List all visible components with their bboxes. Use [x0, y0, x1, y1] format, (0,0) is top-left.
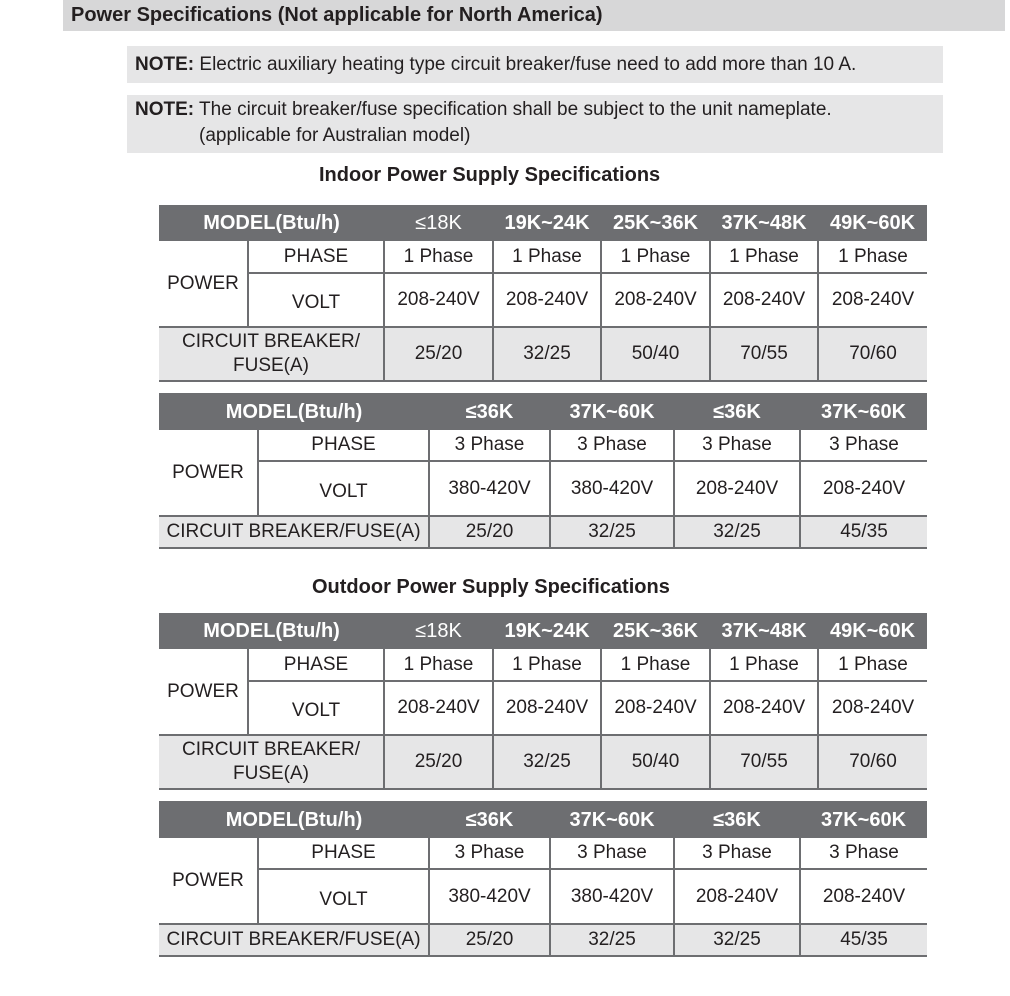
- phase-cell: 1 Phase: [493, 241, 601, 273]
- phase-cell: 1 Phase: [493, 649, 601, 681]
- volt-cell: 380-420V: [429, 869, 550, 924]
- cb-cell: 32/25: [674, 924, 800, 956]
- phase-cell: 3 Phase: [550, 838, 674, 869]
- power-label: POWER: [167, 272, 239, 294]
- model-cell: ≤36K: [429, 393, 550, 430]
- model-label: MODEL(Btu/h): [159, 613, 384, 649]
- outdoor-single-phase-table: [159, 613, 927, 790]
- volt-cell: 208-240V: [818, 273, 927, 327]
- volt-cell: 208-240V: [818, 681, 927, 735]
- cb-label-line2: FUSE(A): [233, 355, 309, 376]
- volt-cell: 208-240V: [601, 681, 710, 735]
- model-cell: ≤18K: [384, 205, 493, 241]
- phase-cell: 3 Phase: [674, 838, 800, 869]
- model-label: MODEL(Btu/h): [159, 801, 429, 838]
- cb-row: [159, 327, 927, 381]
- cb-cell: 70/60: [818, 735, 927, 789]
- note-text: Electric auxiliary heating type circuit breaker/fuse need to add more than 10 A.: [199, 54, 857, 75]
- model-cell: ≤36K: [429, 801, 550, 838]
- cb-row: [159, 735, 927, 789]
- cb-cell: 45/35: [800, 924, 927, 956]
- note-box-2: [127, 95, 943, 153]
- note-text: The circuit breaker/fuse specification shall be subject to the unit nameplate.: [199, 99, 832, 120]
- model-cell: ≤18K: [384, 613, 493, 649]
- phase-cell: 3 Phase: [800, 838, 927, 869]
- cb-cell: 50/40: [601, 327, 710, 381]
- volt-cell: 208-240V: [674, 461, 800, 516]
- model-cell: ≤36K: [674, 801, 800, 838]
- section-header: Power Specifications (Not applicable for North America): [63, 0, 1005, 31]
- phase-cell: 3 Phase: [800, 430, 927, 461]
- phase-label: PHASE: [258, 838, 429, 869]
- phase-cell: 1 Phase: [818, 649, 927, 681]
- phase-cell: 1 Phase: [384, 649, 493, 681]
- cb-cell: 32/25: [674, 516, 800, 548]
- volt-cell: 208-240V: [674, 869, 800, 924]
- cb-label-line2: FUSE(A): [233, 763, 309, 784]
- phase-cell: 1 Phase: [601, 649, 710, 681]
- model-cell: 37K~60K: [800, 393, 927, 430]
- volt-cell: 380-420V: [550, 461, 674, 516]
- cb-row: [159, 924, 927, 956]
- volt-label: VOLT: [248, 273, 384, 327]
- model-row: [159, 205, 927, 241]
- cb-cell: 45/35: [800, 516, 927, 548]
- note-label: NOTE:: [135, 99, 195, 120]
- phase-cell: 3 Phase: [429, 838, 550, 869]
- cb-label-line1: CIRCUIT BREAKER/: [181, 739, 361, 760]
- volt-label: VOLT: [258, 869, 429, 924]
- cb-cell: 25/20: [429, 924, 550, 956]
- cb-cell: 32/25: [493, 735, 601, 789]
- cb-label-line1: CIRCUIT BREAKER/: [181, 331, 361, 352]
- cb-cell: 70/55: [710, 735, 818, 789]
- model-cell: 37K~60K: [800, 801, 927, 838]
- cb-cell: 50/40: [601, 735, 710, 789]
- model-label: MODEL(Btu/h): [159, 205, 384, 241]
- power-label: POWER: [172, 461, 244, 483]
- power-label: POWER: [167, 680, 239, 702]
- phase-label: PHASE: [248, 649, 384, 681]
- cb-cell: 32/25: [493, 327, 601, 381]
- indoor-three-phase-table: [159, 393, 927, 549]
- note-label: NOTE:: [135, 54, 195, 75]
- outdoor-three-phase-table: [159, 801, 927, 957]
- phase-label: PHASE: [248, 241, 384, 273]
- cb-cell: 70/60: [818, 327, 927, 381]
- cb-cell: 25/20: [384, 327, 493, 381]
- volt-cell: 208-240V: [384, 681, 493, 735]
- model-cell: 49K~60K: [818, 205, 927, 241]
- phase-cell: 3 Phase: [674, 430, 800, 461]
- volt-cell: 208-240V: [710, 273, 818, 327]
- indoor-single-phase-table: [159, 205, 927, 382]
- cb-cell: 25/20: [429, 516, 550, 548]
- volt-label: VOLT: [258, 461, 429, 516]
- phase-cell: 1 Phase: [710, 649, 818, 681]
- model-cell: 37K~48K: [710, 205, 818, 241]
- volt-cell: 380-420V: [429, 461, 550, 516]
- power-label: POWER: [172, 869, 244, 891]
- model-cell: 37K~60K: [550, 801, 674, 838]
- volt-cell: 208-240V: [493, 273, 601, 327]
- model-row: [159, 393, 927, 430]
- volt-cell: 208-240V: [384, 273, 493, 327]
- model-cell: 25K~36K: [601, 613, 710, 649]
- volt-cell: 380-420V: [550, 869, 674, 924]
- phase-cell: 1 Phase: [818, 241, 927, 273]
- cb-label: [159, 735, 384, 789]
- cb-cell: 32/25: [550, 924, 674, 956]
- phase-cell: 3 Phase: [550, 430, 674, 461]
- phase-cell: 1 Phase: [710, 241, 818, 273]
- indoor-title: Indoor Power Supply Specifications: [319, 164, 661, 186]
- model-cell: 19K~24K: [493, 205, 601, 241]
- model-cell: 19K~24K: [493, 613, 601, 649]
- model-cell: ≤36K: [674, 393, 800, 430]
- volt-cell: 208-240V: [493, 681, 601, 735]
- cb-label: CIRCUIT BREAKER/FUSE(A): [159, 924, 429, 956]
- model-cell: 25K~36K: [601, 205, 710, 241]
- volt-cell: 208-240V: [800, 461, 927, 516]
- phase-cell: 1 Phase: [601, 241, 710, 273]
- model-cell: 37K~60K: [550, 393, 674, 430]
- cb-cell: 70/55: [710, 327, 818, 381]
- cb-cell: 32/25: [550, 516, 674, 548]
- cb-label: [159, 327, 384, 381]
- model-row: [159, 801, 927, 838]
- cb-row: [159, 516, 927, 548]
- cb-cell: 25/20: [384, 735, 493, 789]
- phase-cell: 1 Phase: [384, 241, 493, 273]
- model-cell: 37K~48K: [710, 613, 818, 649]
- volt-cell: 208-240V: [601, 273, 710, 327]
- phase-label: PHASE: [258, 430, 429, 461]
- phase-cell: 3 Phase: [429, 430, 550, 461]
- model-cell: 49K~60K: [818, 613, 927, 649]
- outdoor-title: Outdoor Power Supply Specifications: [312, 576, 670, 598]
- note-box-1: [127, 46, 943, 83]
- volt-cell: 208-240V: [710, 681, 818, 735]
- model-label: MODEL(Btu/h): [159, 393, 429, 430]
- volt-label: VOLT: [248, 681, 384, 735]
- note-text-line2: (applicable for Australian model): [199, 125, 471, 146]
- cb-label: CIRCUIT BREAKER/FUSE(A): [159, 516, 429, 548]
- model-row: [159, 613, 927, 649]
- volt-cell: 208-240V: [800, 869, 927, 924]
